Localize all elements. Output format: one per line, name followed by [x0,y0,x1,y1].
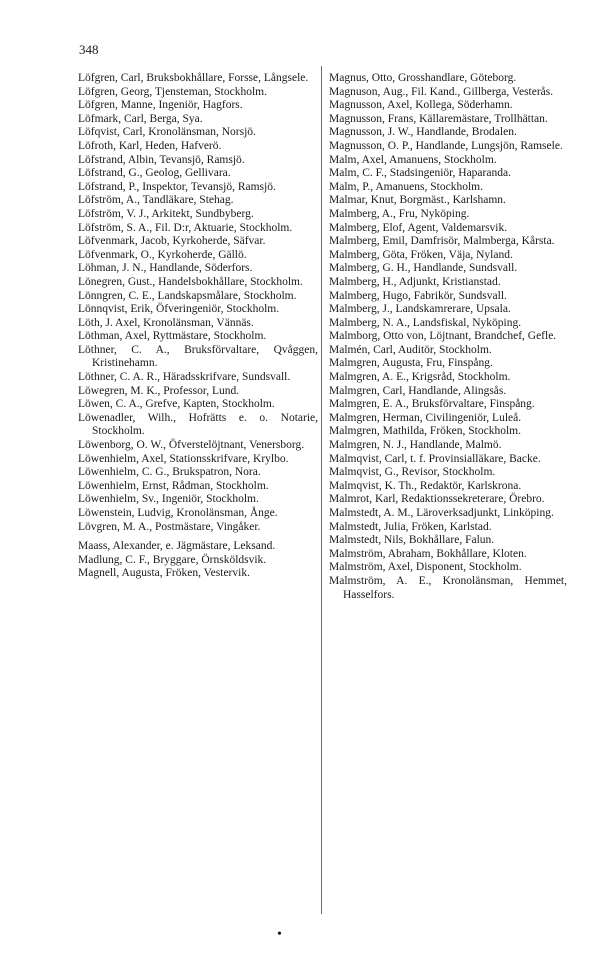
directory-entry: Malmqvist, Carl, t. f. Provinsialläkare, Backe. [329,452,541,465]
directory-entry: Löfström, S. A., Fil. D:r, Aktuarie, Stockholm. [78,221,293,234]
directory-entry: Malmborg, Otto von, Löjtnant, Brandchef, Gefle. [329,330,557,343]
directory-entry: Löwenhielm, Axel, Stationsskrifvare, Krylbo. [78,452,289,465]
directory-entry: Lönegren, Gust., Handelsbokhållare, Stockholm. [78,275,303,288]
directory-entry: Lövgren, M. A., Postmästare, Vingåker. [78,520,261,533]
directory-entry: Löfstrand, Albin, Tevansjö, Ramsjö. [78,153,245,166]
directory-entry: Magnuson, Aug., Fil. Kand., Gillberga, Vesterås. [329,85,554,98]
directory-entry: Magnusson, Axel, Kollega, Söderhamn. [329,99,513,112]
directory-entry: Malmström, Abraham, Bokhållare, Kloten. [329,547,527,560]
directory-entry: Malmberg, G. H., Handlande, Sundsvall. [329,262,518,275]
directory-entry: Malmberg, Elof, Agent, Valdemarsvik. [329,221,508,234]
directory-entry: Löthner, C. A. R., Häradsskrifvare, Sundsvall. [78,371,291,384]
directory-entry: Malmgren, Augusta, Fru, Finspång. [329,357,493,370]
directory-entry: Löfgren, Georg, Tjensteman, Stockholm. [78,85,267,98]
directory-entry: Löfmark, Carl, Berga, Sya. [78,112,203,125]
directory-entry: Löfström, A., Tandläkare, Stehag. [78,194,234,207]
directory-entry: Lönnqvist, Erik, Öfveringeniör, Stockholm. [78,303,280,316]
directory-entry: Malmén, Carl, Auditör, Stockholm. [329,343,492,356]
column-divider [321,66,322,914]
directory-entry: Malmgren, A. E., Krigsråd, Stockholm. [329,371,511,384]
directory-entry: Löthner, C. A., Bruksförvaltare, Qvåggen, Kristinehamn. [78,343,318,370]
directory-entry: Malmberg, H., Adjunkt, Kristianstad. [329,275,501,288]
directory-entry: Löwenhielm, C. G., Brukspatron, Nora. [78,466,261,479]
footer-mark: • [277,927,282,942]
directory-entry: Malmström, A. E., Kronolänsman, Hemmet, Hasselfors. [329,574,567,601]
directory-entry: Malmberg, A., Fru, Nyköping. [329,207,470,220]
directory-entry: Malm, P., Amanuens, Stockholm. [329,180,483,193]
directory-entry: Lönngren, C. E., Landskapsmålare, Stockholm. [78,289,297,302]
directory-entry: Magnusson, J. W., Handlande, Brodalen. [329,126,517,139]
directory-entry: Malm, C. F., Stadsingeniör, Haparanda. [329,167,511,180]
directory-entry: Magnusson, Frans, Källaremästare, Trollhättan. [329,112,548,125]
directory-entry: Löwenstein, Ludvig, Kronolänsman, Ånge. [78,507,278,519]
directory-entry: Löthman, Axel, Ryttmästare, Stockholm. [78,330,267,343]
directory-entry: Malmqvist, K. Th., Redaktör, Karlskrona. [329,479,522,492]
directory-entry: Maass, Alexander, e. Jägmästare, Leksand. [78,540,276,553]
directory-entry: Malmrot, Karl, Redaktionssekreterare, Örebro. [329,493,545,506]
directory-entry: Löwen, C. A., Grefve, Kapten, Stockholm. [78,398,275,411]
directory-entry: Malmberg, Göta, Fröken, Väja, Nyland. [329,248,513,261]
directory-entry: Malmgren, Mathilda, Fröken, Stockholm. [329,425,521,438]
directory-entry: Madlung, C. F., Bryggare, Örnsköldsvik. [78,553,267,566]
directory-entry: Löfstrand, P., Inspektor, Tevansjö, Ramsjö. [78,180,276,193]
directory-entry: Löwenhielm, Ernst, Rådman, Stockholm. [78,479,269,492]
directory-entry: Malmberg, Emil, Damfrisör, Malmberga, Kårsta. [329,235,555,248]
directory-entry: Löwenhielm, Sv., Ingeniör, Stockholm. [78,493,259,506]
directory-entry: Magnus, Otto, Grosshandlare, Göteborg. [329,72,517,84]
directory-entry: Malmstedt, Nils, Bokhållare, Falun. [329,534,495,547]
directory-entry: Malmar, Knut, Borgmäst., Karlshamn. [329,194,506,207]
directory-entry: Löfgren, Carl, Bruksbokhållare, Forsse, Långsele. [78,72,309,84]
directory-entry: Malmgren, Herman, Civilingeniör, Luleå. [329,411,522,424]
directory-entry: Malm, Axel, Amanuens, Stockholm. [329,153,497,166]
directory-entry: Malmström, Axel, Disponent, Stockholm. [329,561,522,574]
right-column [329,72,567,602]
directory-entry: Löfström, V. J., Arkitekt, Sundbyberg. [78,207,254,220]
directory-entry: Malmgren, N. J., Handlande, Malmö. [329,439,502,452]
directory-entry: Löth, J. Axel, Kronolänsman, Vännäs. [78,316,254,329]
directory-entry: Löfvenmark, O., Kyrkoherde, Gällö. [78,248,247,261]
directory-entry: Löfstrand, G., Geolog, Gellivara. [78,167,231,180]
directory-entry: Löfroth, Karl, Heden, Hafverö. [78,139,222,152]
left-column [78,72,318,581]
directory-entry: Löfqvist, Carl, Kronolänsman, Norsjö. [78,126,256,139]
directory-entry: Malmstedt, Julia, Fröken, Karlstad. [329,520,492,533]
directory-entry: Magnell, Augusta, Fröken, Vestervik. [78,567,250,580]
directory-entry: Löwenadler, Wilh., Hofrätts e. o. Notarie, Stockholm. [78,411,318,438]
directory-entry: Malmstedt, A. M., Läroverksadjunkt, Linköping. [329,507,554,519]
directory-entry: Malmgren, Carl, Handlande, Alingsås. [329,384,507,397]
page-number: 348 [79,42,99,57]
directory-entry: Löfgren, Manne, Ingeniör, Hagfors. [78,99,243,112]
directory-entry: Malmgren, E. A., Bruksförvaltare, Finspång. [329,398,535,411]
directory-entry: Löwenborg, O. W., Öfverstelöjtnant, Venersborg. [78,439,305,452]
directory-entry: Löhman, J. N., Handlande, Söderfors. [78,262,253,275]
directory-entry: Malmberg, J., Landskamrerare, Upsala. [329,303,511,316]
directory-entry: Malmberg, Hugo, Fabrikör, Sundsvall. [329,289,507,302]
directory-entry: Magnusson, O. P., Handlande, Lungsjön, Ramsele. [329,139,563,152]
directory-entry: Löwegren, M. K., Professor, Lund. [78,384,240,397]
directory-entry: Malmqvist, G., Revisor, Stockholm. [329,466,496,479]
directory-entry: Malmberg, N. A., Landsfiskal, Nyköping. [329,316,522,329]
directory-entry: Löfvenmark, Jacob, Kyrkoherde, Säfvar. [78,235,266,248]
